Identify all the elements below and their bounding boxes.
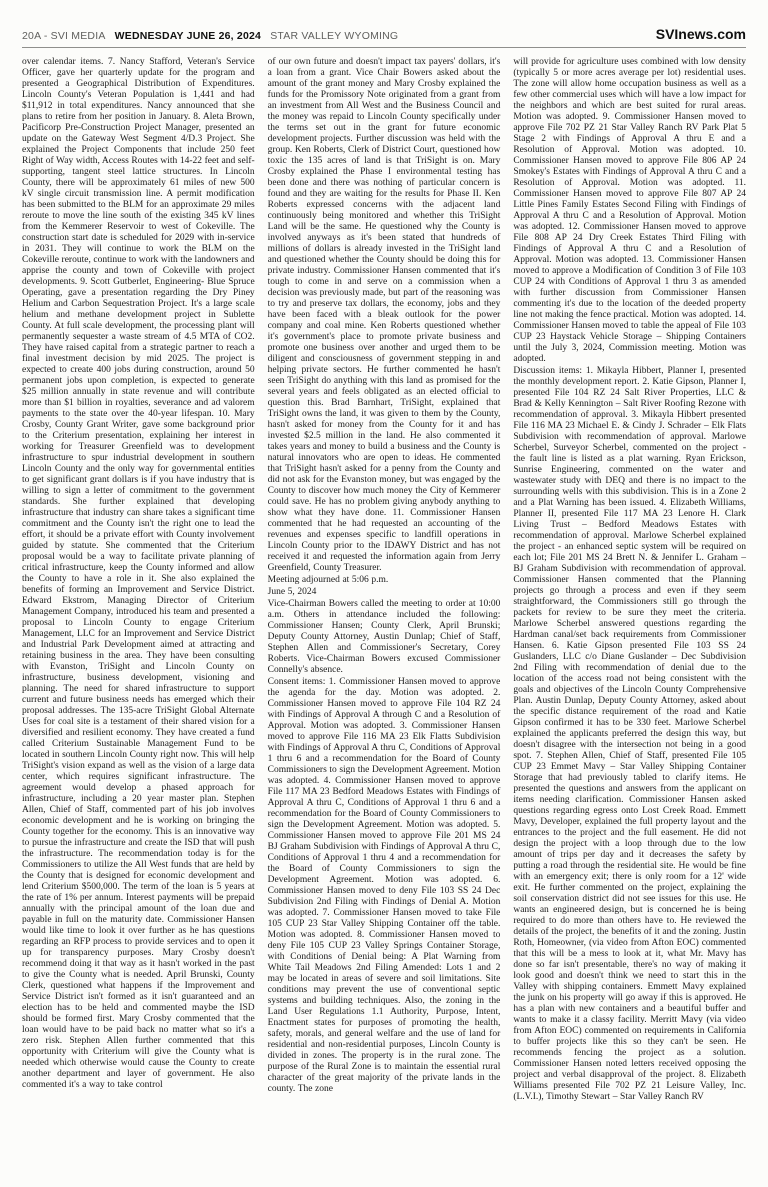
article-body	[22, 57, 746, 1103]
header-divider	[22, 47, 746, 48]
location-label: STAR VALLEY WYOMING	[270, 30, 399, 42]
paragraph: of our own future and doesn't impact tax payers' dollars, it's a loan from a grant. Vice Chair Bowers asked about the amount of the grant money and Mary Crosby explained the funds for the Promissory Note originated from a grant from an investment from All West and the Business Council and the money was repaid to Lincoln County specifically under the terms set out in the grant for future economic development projects. Further discussion was held with the group. Ken Roberts, Clerk of District Court, questioned how toxic the 135 acres of land is that TriSight is on. Mary Crosby explained the Phase I environmental testing has been done and there was nothing of particular concern is found and they are waiting for the results for Phase II. Ken Roberts expressed concerns with the adjacent land continuously being monitored and whether this TriSight Land will be the same. He questioned why the County is involved anyways as it's been stated that hundreds of millions of dollars is already invested in the TriSight land and questioned whether the County should be doing this for private industry. Commissioner Hansen commented that it's tough to come in and serve on a commission when a decision was previously made, but part of the reasoning was to try and preserve tax dollars, the economy, jobs and they have been faced with a bleak outlook for the power company and coal mine. Ken Roberts questioned whether it's government's place to promote private business and promote one business over another and urged them to be diligent and consciousness of government stepping in and helping private sectors. He further commented he hasn't seen TriSight do anything with this land as promised for the several years and feels obligated as an elected official to question this. Brad Barnhart, TriSight, explained that TriSight owns the land, it was given to them by the County, hasn't asked for money from the County for it and has invested $2.5 million in the land. He also commented it takes years and money to build a business and the County is natural innovators who are open to ideas. He commented that TriSight hasn't asked for a penny from the County and did not ask for the Evanston money, but was engaged by the County to discover how much money the City of Kemmerer could save. He has no problem giving anybody anything to show what they have done. 11. Commissioner Hansen commented that he had requested an accounting of the revenues and expenses specific to landfill operations in Lincoln County prior to the IDAWY District and has not received it and requested the information again from Jerry Greenfield, County Treasurer.	[267, 57, 501, 573]
adjournment-line: Meeting adjourned at 5:06 p.m.	[267, 575, 389, 585]
paragraph: will provide for agriculture uses combined with low density (typically 5 or more acres average per lot) residential uses. The zone will allow home occupation business as well as a few other commercial uses which will have a low impact for the neighbors and which are best suited for rural areas. Motion was adopted. 9. Commissioner Hansen moved to approve File 702 PZ 21 Star Valley Ranch RV Park Plat 5 Stage 2 with Findings of Approval A thru E and a Resolution of Approval. Motion was adopted. 10. Commissioner Hansen moved to approve File 806 AP 24 Smokey's Estates with Findings of Approval A thru C and a Resolution of Approval. Motion was adopted. 11. Commissioner Hansen moved to approve File 807 AP 24 Little Pines Family Estates Second Filing with Findings of Approval A thru C and a Resolution of Approval. Motion was adopted. 12. Commissioner Hansen moved to approve File 808 AP 24 Dry Creek Estates Third Filing with Findings of Approval A thru C and a Resolution of Approval. Motion was adopted. 13. Commissioner Hansen moved to approve a Modification of Condition 3 of File 103 CUP 24 with Conditions of Approval 1 thru 3 as amended with further discussion from Commissioner Hansen commenting it's due to the location of the deeded property line not making the fence practical. Motion was adopted. 14. Commissioner Hansen moved to table the appeal of File 103 CUP 23 Haystack Vehicle Storage – Shipping Containers until the July 3, 2024, Commission meeting. Motion was adopted.	[513, 57, 747, 364]
column-1	[22, 57, 255, 1103]
page-header	[22, 26, 746, 42]
page-number-label: 20A - SVI MEDIA	[22, 30, 106, 42]
column-3	[513, 57, 746, 1103]
paragraph: Discussion items: 1. Mikayla Hibbert, Planner I, presented the monthly development report. 2. Katie Gipson, Planner I, presented File 104 RZ 24 Salt River Properties, LLC & Brad & Kelly Kennington – Salt River Roofing Rezone with recommendation of approval. 3. Mikayla Hibbert presented File 116 MA 23 Michael E. & Cindy J. Schrader – Elk Flats Subdivision with recommendation of approval. Marlowe Scherbel, Surveyor Scherbel, commented on the project - the fault line is listed as a plat warning. Ryan Erickson, Sunrise Engineering, commented on the water and wastewater study with DEQ and there is no impact to the surrounding wells with this subdivision. This is in a Zone 2 and a Plat Warning has been issued. 4. Elizabeth Williams, Planner II, presented File 117 MA 23 Lenore H. Clark Living Trust – Bedford Meadows Estates with recommendation of approval. Marlowe Scherbel explained the project - an enhanced septic system will be required on each lot; File 201 MS 24 Brett N. & Jennifer L. Graham – BJ Graham Subdivision with recommendation of approval. Commissioner Hansen commented that the Planning projects go through a process and even if they seem straightforward, the Commissioners still go through the packets for review to be sure they meet the criteria. Marlowe Scherbel answered questions regarding the Hardman canal/set back requirements from Commissioner Hansen. 6. Katie Gipson presented File 103 SS 24 Guslanders, LLC c/o Diane Guslander – Dec Subdivision 2nd Filing with recommendation of denial due to the location of the access road not being consistent with the goals and objectives of the Lincoln County Comprehensive Plan. Austin Dunlap, Deputy County Attorney, asked about the specific distance requirement of the road and Katie Gipson confirmed it has to be 330 feet. Marlowe Scherbel explained the applicants preferred the design this way, but doesn't disagree with the intersection not being in a good spot. 7. Stephen Allen, Chief of Staff, presented File 105 CUP 23 Emmet Mavy – Star Valley Shipping Container Storage that had previously tabled to clarify items. He presented the questions and answers from the applicant on items needing clarification. Commissioner Hansen asked questions regarding egress onto Lost Creek Road. Emmett Mavy, Developer, explained the full property layout and the entrances to the project and the full easement. He did not design the project with a loop through due to the low amount of trips per day and it decreases the safety by putting a road through the residential site. He would be fine with an emergency exit; there is only room for a 12' wide exit. He further commented on the project, explaining the soil conservation district did not see issues for this use. He wants an engineered design, but is concerned he is being required to do more than others have to. He reviewed the details of the project, the benefits of it and the zoning. Justin Roth, Homeowner, (via video from Afton EOC) commented that this will be a mess to look at it, what Mr. Mavy has done so far isn't presentable, there's no way of making it look good and doesn't think we need to start this in the Valley with shipping containers. Emmett Mavy explained the junk on his property will go away if this is approved. He has a plan with new containers and a beautiful buffer and wants to make it a classy facility. Merritt Mavy (via video from Afton EOC) commented on requirements in California to buffer projects like this so they can't be seen. He recommends fencing the project as a solution. Commissioner Hansen noted letters received opposing the project and verbal disapproval of the project. 8. Elizabeth Williams presented File 702 PZ 21 Leisure Valley, Inc. (L.V.I.), Timothy Stewart – Star Valley Ranch RV	[513, 366, 747, 1102]
website-label: SVInews.com	[655, 26, 746, 42]
paragraph: Vice-Chairman Bowers called the meeting to order at 10:00 a.m. Others in attendance included the following: Commissioner Hansen; County Clerk, April Brunski; Deputy County Attorney, Austin Dunlap; Chief of Staff, Stephen Allen and Commissioner's Secretary, Corey Roberts. Vice-Chairman Bowers excused Commissioner Connelly's absence.	[267, 599, 501, 675]
column-2	[268, 57, 501, 1103]
masthead-left	[22, 30, 404, 42]
meeting-date-line: June 5, 2024	[267, 587, 317, 597]
paragraph: over calendar items. 7. Nancy Stafford, Veteran's Service Officer, gave her quarterly update for the program and presented a Geographical Distribution of Expenditures. Lincoln County's Veteran Population is 1,441 and had $11,912 in total expenditures. Nancy announced that she plans to retire from her position in January. 8. Aleta Brown, Pacificorp Pre-Construction Project Manager, presented an update on the Gateway West Segment 4/D.3 Project. She explained the Project Components that include 250 feet Right of Way width, Access Routes with 14-22 feet and self-supporting, tangent steel lattice structures. In Lincoln County, there will be approximately 61 miles of new 500 kV single circuit transmission line. A permit modification has been submitted to the BLM for an approximate 29 miles reroute to move the line south of the existing 345 kV lines from the Kemmerer Reservoir to west of Cokeville. The construction start date is scheduled for 2029 with in-service in 2031. They will continue to work the BLM on the Cokeville reroute, continue to work with the landowners and apprise the county and town of Cokeville with project developments. 9. Scott Gutberlet, Engineering- Blue Spruce Operating, gave a presentation regarding the Dry Piney Helium and Carbon Sequestration Project. It's a large scale helium and methane development project in Sublette County. At full scale development, the processing plant will permanently sequester a waste stream of 4.5 MTA of CO2. They have raised capital from a strategic partner to reach a final investment decision by mid 2025. The project is expected to create 400 jobs during construction, around 50 permanent jobs upon completion, is expected to generate $25 million annually in state revenue and will contribute more than $1 billion in royalties, severance and ad valorem payments to the state over the 40-year lifespan. 10. Mary Crosby, County Grant Writer, gave some background prior to the Criterium presentation, explaining her interest in working for Treasurer Greenfield was to development infrastructure to spur industrial development in southern Lincoln County and the only way for governmental entities to get significant grant dollars is if you have industry that is willing to sign a letter of commitment to the government standards. She further explained that developing infrastructure that industry can share takes a significant time commitment and the County isn't the right one to lead the effort, it should be a private effort with County involvement guided by statute. She commented that the Criterium proposal would be a way to facilitate private planning of critical infrastructure, keep the County informed and allow the County to have a role in it. She also explained the benefits of forming an Improvement and Service District. Edward Ekstrom, Managing Director of Criterium Management Company, introduced his team and presented a proposal to Lincoln County to engage Criterium Management, LLC for an Improvement and Service District and Industrial Park Development aimed at attracting and retaining business in the area. They have been consulting with Evanston, TriSight and Lincoln County on infrastructure, business development, visioning and planning. The need for shared infrastructure to support current and future business needs has emerged which their proposal addresses. The 135-acre TriSight Global Alternate Uses for coal site is a testament of their shared vision for a diversified and resilient economy. They have created a fund called Criterium Sustainable Management Fund to be located in southern Lincoln County right now. This will help TriSight's vision expand as well as the vision of a large data center, which requires significant infrastructure. The agreement would develop a phased approach for infrastructure, including a 20 year master plan. Stephen Allen, Chief of Staff, commented part of his job involves economic development and he is working on bringing the County together for the economy. This is an innovative way to pursue the infrastructure and create the ISD that will push the infrastructure. The recommendation today is for the Commissioners to utilize the All West funds that are held by the County that is designed for economic development and lend Criterium $500,000. The term of the loan is 5 years at the rate of 1% per annum. Interest payments will be prepaid annually with the principal amount of the loan due and payable in full on the maturity date. Commissioner Hansen would like time to look it over further as he has questions regarding an RFP process to provide services and to open it up for transparency purposes. Mary Crosby doesn't recommend doing it that way as it hasn't worked in the past to give the County what is needed. April Brunski, County Clerk, questioned what happens if the Improvement and Service District isn't formed as it isn't guaranteed and an election has to be held and commented maybe the ISD should be formed first. Mary Crosby commented that the loan would have to be paid back no matter what so it's a zero risk. Stephen Allen further commented that this opportunity with Criterium will give the County what is needed which otherwise would cause the County to create another department and layer of government. He also commented it's a way to take control	[22, 57, 255, 1090]
paragraph: Consent items: 1. Commissioner Hansen moved to approve the agenda for the day. Motion was adopted. 2. Commissioner Hansen moved to approve File 104 RZ 24 with Findings of Approval A through C and a Resolution of Approval. Motion was adopted. 3. Commissioner Hansen moved to approve File 116 MA 23 Elk Flatts Subdivision with Findings of Approval A thru C, Conditions of Approval 1 thru 6 and a recommendation for the Board of County Commissioners to sign the Development Agreement. Motion was adopted. 4. Commissioner Hansen moved to approve File 117 MA 23 Bedford Meadows Estates with Findings of Approval A thru C, Conditions of Approval 1 thru 6 and a recommendation for the Board of County Commissioners to sign the Development Agreement. Motion was adopted. 5. Commissioner Hansen moved to approve File 201 MS 24 BJ Graham Subdivision with Findings of Approval A thru C, Conditions of Approval 1 thru 4 and a recommendation for the Board of County Commissioners to sign the Development Agreement. Motion was adopted. 6. Commissioner Hansen moved to deny File 103 SS 24 Dec Subdivision 2nd Filing with Findings of Denial A. Motion was adopted. 7. Commissioner Hansen moved to take File 105 CUP 23 Star Valley Shipping Container off the table. Motion was adopted. 8. Commissioner Hansen moved to deny File 105 CUP 23 Valley Springs Container Storage, with Conditions of Denial being: A Plat Warning from White Tail Meadows 2nd Filing Amended: Lots 1 and 2 may be located in areas of severe and soil limitations. Site conditions may prevent the use of conventional septic systems and building techniques. Also, the zoning in the Land User Regulations 1.1 Authority, Purpose, Intent, Enactment states for purposes of promoting the health, safety, morals, and general welfare and the use of land for residential and non-residential purposes, Lincoln County is divided in zones. The property is in the rural zone. The purpose of the Rural Zone is to maintain the essential rural character of the great majority of the private lands in the county. The zone	[267, 677, 501, 1094]
issue-date: WEDNESDAY JUNE 26, 2024	[114, 30, 262, 42]
